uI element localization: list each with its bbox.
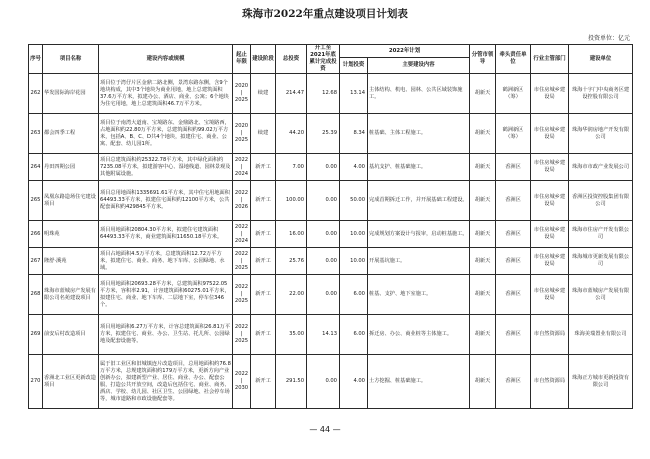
cell-plan: 6.00 xyxy=(340,315,368,355)
cell-owner: 珠海市住房产开发有限公司 xyxy=(569,221,633,248)
cell-completed: 12.68 xyxy=(307,74,340,114)
cell-seq: 269 xyxy=(29,315,43,355)
cell-completed: 0.00 xyxy=(307,275,340,315)
cell-stage: 新开工 xyxy=(251,355,276,409)
cell-content: 属于旧工业区和旧城镇连片改造项目，总用地面积约76.8万平方米，总规建筑面积约179万平方米，更新方向产业创新办公，拟建新型产业、居住、商业、办公、配套公服，打造公共开放空间，改造后包括住宅、商业、商务、酒店、学校、幼儿园、社区卫生、公园绿地、社会停车场等，城市道路和市政设施配套等。 xyxy=(99,355,233,409)
cell-seq: 268 xyxy=(29,275,43,315)
header-total: 总投资 xyxy=(276,45,307,74)
cell-dept: 市住房城乡建设局 xyxy=(531,248,569,275)
cell-name: 丹田四期公园 xyxy=(43,154,99,181)
cell-name: 凤凰东路造场住宅建设项目 xyxy=(43,181,99,221)
cell-owner: 珠海市市政产业发展公司 xyxy=(569,154,633,181)
end-year: 2025 xyxy=(234,338,249,344)
year-separator: | xyxy=(240,257,243,264)
year-separator: | xyxy=(240,230,243,237)
cell-plan: 4.00 xyxy=(340,355,368,409)
cell-total: 44.20 xyxy=(276,114,307,154)
unit-note: 投资单位：亿元 xyxy=(587,35,630,42)
year-separator: | xyxy=(240,331,243,337)
cell-seq: 270 xyxy=(29,355,43,409)
cell-lead: 香洲区 xyxy=(496,275,531,315)
cell-leader: 胡新天 xyxy=(470,315,496,355)
cell-main: 拆迁房、办公、商业桩等主体施工。 xyxy=(368,315,470,355)
cell-total: 35.00 xyxy=(276,315,307,355)
cell-owner: 珠海美瑞置业有限公司 xyxy=(569,315,633,355)
cell-main: 土方挖掘、桩基础施工。 xyxy=(368,355,470,409)
cell-seq: 262 xyxy=(29,74,43,114)
end-year: 2025 xyxy=(234,97,249,103)
year-separator: | xyxy=(240,130,243,136)
year-separator: | xyxy=(240,197,243,203)
cell-content: 项目位于湾仔片区金鼎二路北侧，景湾东路东侧，含9个地块构成，其中3个地块为商业用地，地上总建筑面积37.6万平方米，拟建办公、酒店、商业、公寓；6个地块为住宅用地，地上总建筑面积46.7万平方米。 xyxy=(99,74,233,114)
cell-stage: 新开工 xyxy=(251,181,276,221)
cell-seq: 267 xyxy=(29,248,43,275)
cell-years xyxy=(233,315,251,355)
start-year: 2022 xyxy=(234,284,249,290)
header-seq: 序号 xyxy=(29,45,43,74)
cell-owner: 珠海市蓝城房产发展有限公司 xyxy=(569,275,633,315)
cell-lead: 鹤洲新区（筹） xyxy=(496,114,531,154)
cell-stage: 新开工 xyxy=(251,275,276,315)
start-year: 2022 xyxy=(234,250,249,257)
cell-completed: 0.00 xyxy=(307,221,340,248)
cell-plan: 4.00 xyxy=(340,154,368,181)
end-year: 2025 xyxy=(234,298,249,304)
header-name: 项目名称 xyxy=(43,45,99,74)
cell-name: 华发国际海岸花园 xyxy=(43,74,99,114)
cell-completed: 0.00 xyxy=(307,355,340,409)
table-row xyxy=(29,114,633,154)
header-start-end: 起止年限 xyxy=(233,45,251,74)
cell-name: 香洲北工业区更新改造项目 xyxy=(43,355,99,409)
header-stage: 建设阶段 xyxy=(251,45,276,74)
header-dept: 行业主管部门 xyxy=(531,45,569,74)
cell-content: 项目用地面积20693.28平方米，总建筑面积97522.05平方米，容积率2.91，计容建筑面积60275.01平方米，拟建住宅、商业、地下车库、二层地下室，停车位346个。 xyxy=(99,275,233,315)
start-year: 2022 xyxy=(234,190,249,196)
cell-main: 主体结构、机电、园林、公共区域装饰施工。 xyxy=(368,74,470,114)
cell-content: 项目位于南湾大道南、宝境路东、金鼎路北、宝境路西，占地面积约22.80万平方米，总建筑面积约99.02万平方米，包括A、B、C、D共4个地块，拟建住宅、商业、公寓、配套、幼儿园1所。 xyxy=(99,114,233,154)
cell-total: 16.00 xyxy=(276,221,307,248)
cell-content: 项目总建筑面积约25322.78平方米，其中绿化面积约7235.08平方米，拟建游客中心、湿地栈道、园林景观及其他附属设施。 xyxy=(99,154,233,181)
cell-completed: 25.39 xyxy=(307,114,340,154)
cell-years xyxy=(233,181,251,221)
page-number: — 44 — xyxy=(309,425,341,434)
cell-dept: 市住房城乡建设局 xyxy=(531,275,569,315)
cell-content: 项目用地面积20804.30平方米，拟建住宅建筑面积64493.33平方米，商业建筑面积11650.18平方米。 xyxy=(99,221,233,248)
cell-lead: 香洲区 xyxy=(496,181,531,221)
cell-completed: 0.00 xyxy=(307,248,340,275)
start-year: 2022 xyxy=(234,156,249,163)
cell-lead: 香洲区 xyxy=(496,248,531,275)
cell-years xyxy=(233,355,251,409)
start-year: 2022 xyxy=(234,371,249,377)
cell-stage: 新开工 xyxy=(251,154,276,181)
cell-seq: 265 xyxy=(29,181,43,221)
cell-leader: 胡新天 xyxy=(470,154,496,181)
cell-total: 100.00 xyxy=(276,181,307,221)
table-row xyxy=(29,74,633,114)
year-separator: | xyxy=(240,163,243,170)
end-year: 2025 xyxy=(234,264,249,271)
cell-name: 隆舒·溪苑 xyxy=(43,248,99,275)
header-completed: 开工至2021年底累计完成投资 xyxy=(307,45,340,74)
table-row xyxy=(29,221,633,248)
cell-leader: 胡新天 xyxy=(470,114,496,154)
cell-leader: 胡新天 xyxy=(470,248,496,275)
page-title: 珠海市2022年重点建设项目计划表 xyxy=(242,8,408,20)
cell-name: 明珠苑 xyxy=(43,221,99,248)
cell-years xyxy=(233,74,251,114)
table-row xyxy=(29,154,633,181)
cell-stage: 新开工 xyxy=(251,248,276,275)
year-separator: | xyxy=(240,291,243,297)
cell-main: 完成首期拆迁工作，并开展基础工程建设。 xyxy=(368,181,470,221)
cell-lead: 香洲区 xyxy=(496,355,531,409)
cell-owner: 珠海华润房地产开发有限公司 xyxy=(569,114,633,154)
end-year: 2024 xyxy=(234,237,249,244)
table-row xyxy=(29,355,633,409)
cell-leader: 胡新天 xyxy=(470,355,496,409)
end-year: 2026 xyxy=(234,204,249,210)
cell-name: 珠海市蓝城房产发展有限公司名苑建设项目 xyxy=(43,275,99,315)
project-table xyxy=(28,44,633,409)
end-year: 2025 xyxy=(234,137,249,143)
cell-main: 完成规划方案设计与报审，启动桩基施工。 xyxy=(368,221,470,248)
cell-dept: 市住房城乡建设局 xyxy=(531,181,569,221)
cell-dept: 市自然资源局 xyxy=(531,315,569,355)
table-row xyxy=(29,248,633,275)
cell-plan: 13.14 xyxy=(340,74,368,114)
cell-leader: 胡新天 xyxy=(470,74,496,114)
header-plan-main: 主要建设内容 xyxy=(368,58,470,74)
header-plan-2022: 2022年计划 xyxy=(340,45,470,58)
cell-years xyxy=(233,154,251,181)
cell-plan: 6.00 xyxy=(340,275,368,315)
cell-main: 基坑支护、桩基础施工。 xyxy=(368,154,470,181)
cell-total: 25.76 xyxy=(276,248,307,275)
cell-leader: 胡新天 xyxy=(470,275,496,315)
cell-lead: 鹤洲新区（筹） xyxy=(496,74,531,114)
cell-years xyxy=(233,275,251,315)
cell-leader: 胡新天 xyxy=(470,181,496,221)
cell-dept: 市住房城乡建设局 xyxy=(531,114,569,154)
cell-stage: 新开工 xyxy=(251,221,276,248)
year-separator: | xyxy=(240,90,243,96)
cell-owner: 珠海城市更新发展有限公司 xyxy=(569,248,633,275)
header-lead-unit: 牵头责任单位 xyxy=(496,45,531,74)
cell-lead: 香洲区 xyxy=(496,221,531,248)
cell-content: 项目占地面积4.5万平方米，总建筑面积12.72万平方米，拟建住宅、商业、商务、地下车库、公园绿地、水域。 xyxy=(99,248,233,275)
cell-total: 7.00 xyxy=(276,154,307,181)
cell-lead: 香洲区 xyxy=(496,154,531,181)
cell-plan: 50.00 xyxy=(340,181,368,221)
cell-total: 22.00 xyxy=(276,275,307,315)
cell-lead: 香洲区 xyxy=(496,315,531,355)
cell-owner: 珠海正方城市更新投资有限公司 xyxy=(569,355,633,409)
cell-main: 桩基、支护、地下室施工。 xyxy=(368,275,470,315)
cell-content: 项目用地面积6.27万平方米，计容总建筑面积26.81万平方米，拟建住宅、商业、办公、卫生站、托儿所、公园绿地及配套设施等。 xyxy=(99,315,233,355)
cell-completed: 0.00 xyxy=(307,154,340,181)
year-separator: | xyxy=(240,378,243,384)
cell-owner: 香洲区投资控股集团有限公司 xyxy=(569,181,633,221)
cell-dept: 市自然资源局 xyxy=(531,355,569,409)
end-year: 2030 xyxy=(234,385,249,391)
cell-name: 前安后村改造项目 xyxy=(43,315,99,355)
header-owner: 建设单位 xyxy=(569,45,633,74)
cell-leader: 胡新天 xyxy=(470,221,496,248)
start-year: 2022 xyxy=(234,324,249,330)
cell-seq: 264 xyxy=(29,154,43,181)
header-city-leader: 分管市领导 xyxy=(470,45,496,74)
cell-name: 都会四季工程 xyxy=(43,114,99,154)
cell-years xyxy=(233,114,251,154)
start-year: 2020 xyxy=(234,123,249,129)
cell-stage: 续建 xyxy=(251,114,276,154)
end-year: 2024 xyxy=(234,170,249,177)
table-row xyxy=(29,315,633,355)
cell-seq: 263 xyxy=(29,114,43,154)
cell-dept: 市住房城乡建设局 xyxy=(531,221,569,248)
cell-total: 214.47 xyxy=(276,74,307,114)
table-row xyxy=(29,275,633,315)
cell-seq: 266 xyxy=(29,221,43,248)
cell-years xyxy=(233,248,251,275)
cell-plan: 8.34 xyxy=(340,114,368,154)
cell-owner: 珠海十字门中央商务区建设控股有限公司 xyxy=(569,74,633,114)
header-content: 建设内容或规模 xyxy=(99,45,233,74)
cell-years xyxy=(233,221,251,248)
cell-plan: 10.00 xyxy=(340,221,368,248)
cell-content: 项目总用地面积1335691.61平方米，其中住宅用地面积64493.33平方米，拟建住宅面积约12100平方米，公共配套面积约429845平方米。 xyxy=(99,181,233,221)
start-year: 2022 xyxy=(234,223,249,230)
header-plan-investment: 计划投资 xyxy=(340,58,368,74)
cell-dept: 市住房城乡建设局 xyxy=(531,154,569,181)
cell-completed: 0.00 xyxy=(307,181,340,221)
cell-plan: 10.00 xyxy=(340,248,368,275)
table-row xyxy=(29,181,633,221)
cell-stage: 新开工 xyxy=(251,315,276,355)
cell-stage: 续建 xyxy=(251,74,276,114)
start-year: 2020 xyxy=(234,83,249,89)
cell-main: 开展基坑施工。 xyxy=(368,248,470,275)
cell-completed: 14.13 xyxy=(307,315,340,355)
cell-dept: 市住房城乡建设局 xyxy=(531,74,569,114)
cell-main: 桩基础、主体工程施工。 xyxy=(368,114,470,154)
cell-total: 291.50 xyxy=(276,355,307,409)
